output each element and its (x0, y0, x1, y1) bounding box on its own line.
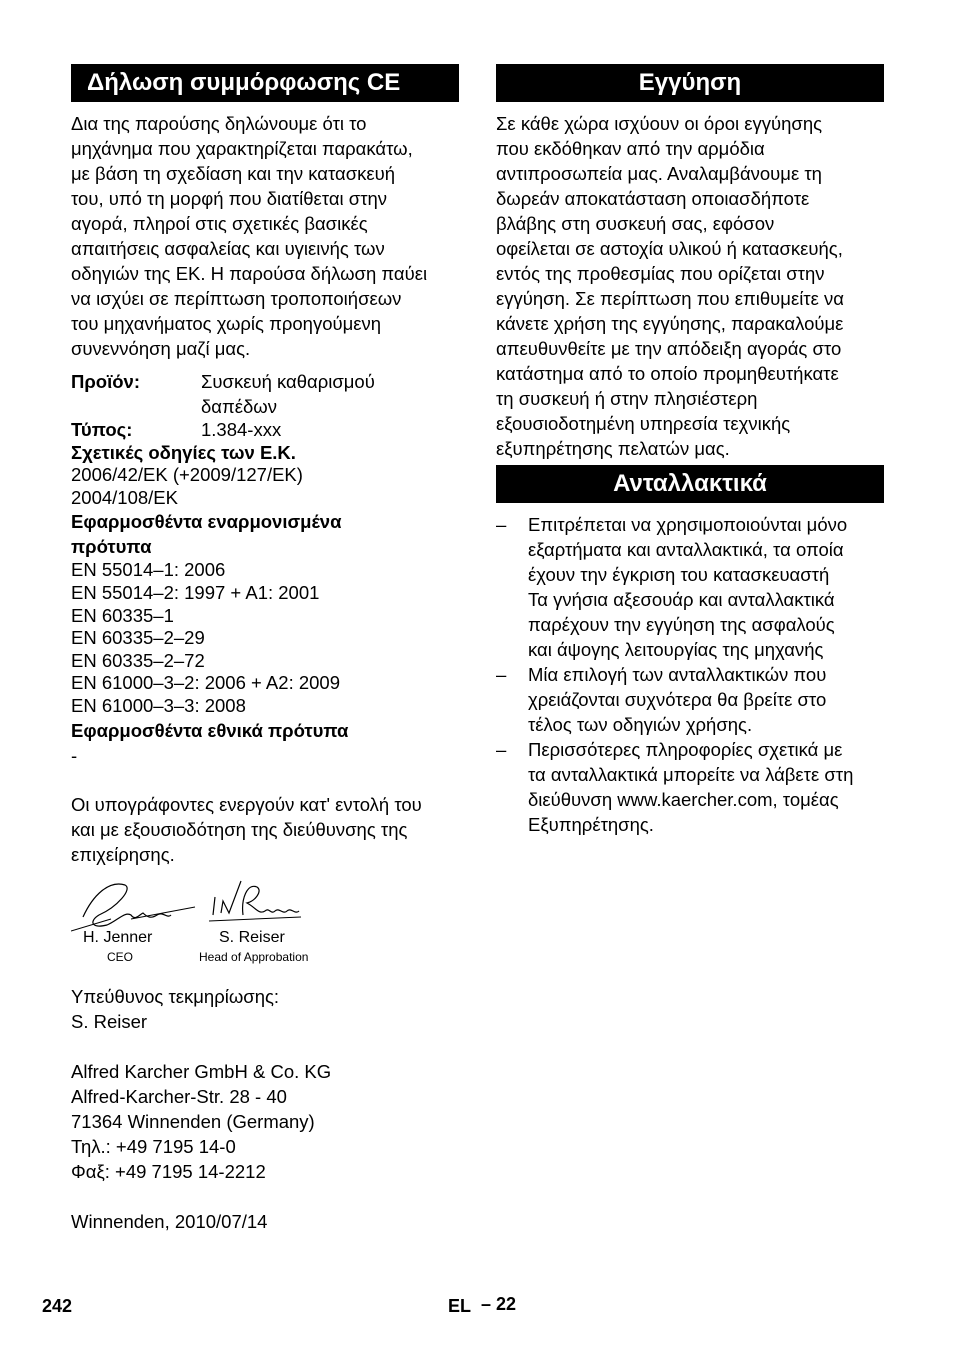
type-label: Τύπος: (71, 419, 133, 440)
directives-heading: Σχετικές οδηγίες των Ε.Κ. (71, 441, 296, 463)
type-row (71, 419, 459, 442)
signers-note: Οι υπογράφοντες ενεργούν κατ' εντολή του και με εξουσιοδότηση της διεύθυνσης της επιχείρησης. (71, 793, 422, 865)
national-value: - (71, 744, 78, 766)
section-page-number: – 22 (481, 1294, 517, 1314)
product-row (71, 369, 459, 419)
warranty-text: Σε κάθε χώρα ισχύουν οι όροι εγγύησης που εκδόθηκαν από την αρμόδια αντιπροσωπεία μας. Αναλαμβάνουμε τη δωρεάν αποκατάσταση οποιασδήποτε βλάβης στη συσκευή σας, εφόσον οφείλεται σε αστοχία υλικού ή κατασκευής, εντός της προθεσμίας που ορίζεται στην εγγύηση. Σε περίπτωση που επιθυμείτε να κάνετε χρήση της εγγύησης, παρακαλούμε απευθυνθείτε με την απόδειξη αγοράς στο κατάστημα από το οποίο προμηθευτήκατε τη συσκευή ή στην πλησιέστερη εξουσιοδοτημένη υπηρεσία τεχνικής εξυπηρέτησης πελατών μας. (496, 113, 844, 459)
directive-item: 2006/42/EK (+2009/127/EK) (71, 464, 303, 486)
place-date: Winnenden, 2010/07/14 (71, 1210, 268, 1232)
harmonized-heading: Εφαρμοσθέντα εναρμονισμένα πρότυπα (71, 511, 342, 558)
standard-item: EN 60335–1 (71, 604, 174, 626)
standard-item: EN 61000–3–2: 2006 + A2: 2009 (71, 672, 340, 694)
product-value: Συσκευή καθαρισμού δαπέδων (201, 371, 375, 417)
signer1-name: H. Jenner (83, 928, 153, 946)
type-value: 1.384-xxx (201, 419, 282, 440)
right-column (496, 64, 884, 837)
standard-item: EN 61000–3–3: 2008 (71, 694, 246, 716)
handwritten-signatures (71, 875, 331, 935)
list-item: – Περισσότερες πληροφορίες σχετικά με τα ανταλλακτικά μπορείτε να λάβετε στη διεύθυνση www.kaercher.com, τομέας Εξυπηρέτησης. (496, 739, 854, 835)
product-label: Προϊόν: (71, 371, 140, 392)
standard-item: EN 60335–2–29 (71, 627, 205, 649)
standard-item: EN 60335–2–72 (71, 649, 205, 671)
standard-item: EN 55014–2: 1997 + A1: 2001 (71, 581, 320, 603)
language-code: EL (448, 1296, 472, 1316)
left-column (71, 64, 459, 1234)
bullet-dash: – (496, 514, 507, 535)
bullet-dash: – (496, 664, 507, 685)
signer2-name: S. Reiser (219, 928, 285, 946)
warranty-heading: Εγγύηση (496, 64, 884, 102)
spec-block (71, 419, 459, 768)
list-item: – Επιτρέπεται να χρησιμοποιούνται μόνο εξαρτήματα και ανταλλακτικά, τα οποία έχουν την έγκριση του κατασκευαστή Τα γνήσια αξεσουάρ και ανταλλακτικά παρέχουν την εγγύηση της ασφαλούς και άψογης λειτουργίας της μηχανής (496, 514, 848, 660)
spare-parts-heading: Ανταλλακτικά (496, 465, 884, 503)
ce-intro-text: Δια της παρούσης δηλώνουμε ότι το μηχάνημα που χαρακτηρίζεται παρακάτω, με βάση τη σχεδίαση και την κατασκευή του, υπό τη μορφή που διατίθεται στην αγορά, πληροί στις σχετικές βασικές απαιτήσεις ασφαλείας και υγιεινής των οδηγιών της ΕΚ. Η παρούσα δήλωση παύει να ισχύει σε περίπτωση τροποποιήσεων του μηχανήματος χωρίς προηγούμενη συνεννόηση μαζί μας. (71, 113, 428, 359)
list-item: – Μία επιλογή των ανταλλακτικών που χρειάζονται συχνότερα θα βρείτε στο τέλος των οδηγιών χρήσης. (496, 664, 827, 735)
national-heading: Εφαρμοσθέντα εθνικά πρότυπα (71, 719, 349, 741)
doc-responsible: Υπεύθυνος τεκμηρίωσης: S. Reiser (71, 985, 280, 1032)
bullet-dash: – (496, 739, 507, 760)
signer1-title: CEO (107, 949, 134, 964)
ce-declaration-heading: Δήλωση συμμόρφωσης CE (71, 64, 459, 102)
standard-item: EN 55014–1: 2006 (71, 559, 226, 581)
directive-item: 2004/108/EK (71, 486, 178, 508)
signer2-title: Head of Approbation (199, 949, 309, 964)
company-address: Alfred Karcher GmbH & Co. KG Alfred-Karcher-Str. 28 - 40 71364 Winnenden (Germany) Τηλ.: +49 7195 14-0 Φαξ: +49 7195 14-2212 (71, 1060, 332, 1182)
signatures (71, 867, 459, 972)
page-number: 242 (42, 1296, 73, 1316)
